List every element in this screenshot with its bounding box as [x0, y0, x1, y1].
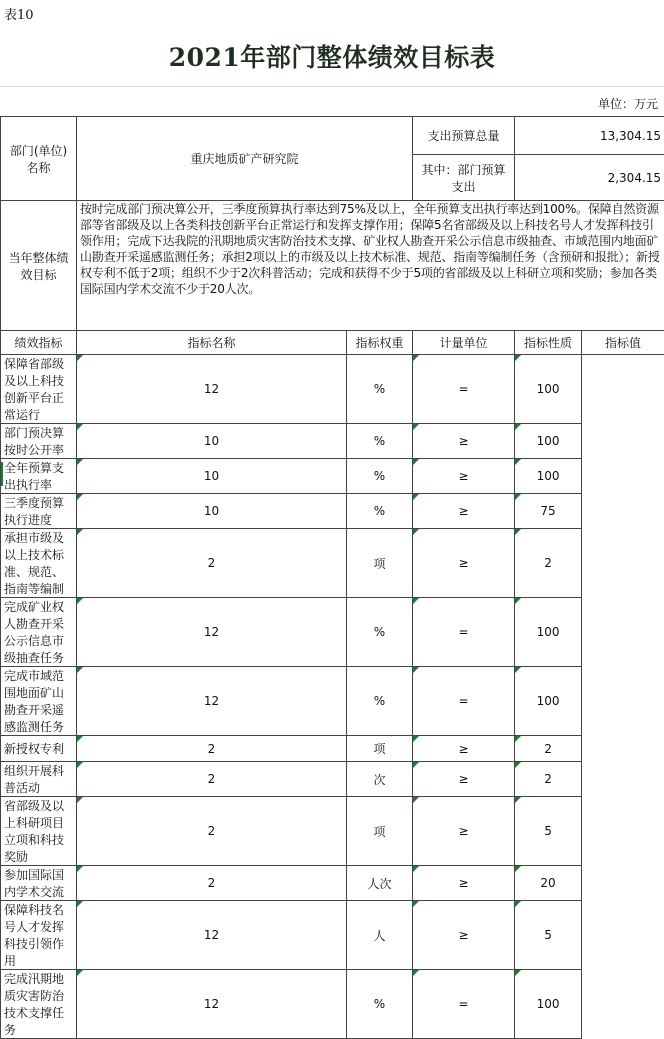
- dept-name-cell: [77, 117, 413, 201]
- budget-dept-label: 其中：部门预算支出: [422, 163, 506, 194]
- indicator-name: 组织开展科普活动: [1, 762, 77, 797]
- indicator-weight: 10: [77, 494, 347, 529]
- indicator-name: 承担市级及以上技术标准、规范、指南等编制: [1, 529, 77, 598]
- table-row: [1, 529, 664, 598]
- indicator-unit: %: [347, 424, 413, 459]
- indicator-name: 完成市域范围地面矿山勘查开采遥感监测任务: [1, 667, 77, 736]
- table-row: [1, 762, 664, 797]
- indicator-nature: ≥: [413, 901, 515, 970]
- dept-label: 部门(单位)名称: [10, 144, 67, 175]
- budget-dept-value-cell: [515, 155, 664, 201]
- indicator-weight: 12: [77, 970, 347, 1039]
- indicator-value: 5: [515, 797, 582, 866]
- header-name: 指标名称: [77, 331, 347, 355]
- indicator-weight: 2: [77, 762, 347, 797]
- indicator-unit: 人: [347, 901, 413, 970]
- indicator-value: 100: [515, 598, 582, 667]
- indicator-name: 新授权专利: [1, 736, 77, 762]
- indicator-value: 100: [515, 459, 582, 494]
- indicator-name: 省部级及以上科研项目立项和科技奖励: [1, 797, 77, 866]
- indicator-nature: ≥: [413, 866, 515, 901]
- goal-label-cell: [1, 201, 77, 331]
- indicator-weight: 2: [77, 797, 347, 866]
- indicator-value: 100: [515, 970, 582, 1039]
- indicator-weight: 12: [77, 901, 347, 970]
- indicator-weight: 12: [77, 355, 347, 424]
- indicator-value: 20: [515, 866, 582, 901]
- budget-total-value-cell: [515, 117, 664, 155]
- indicator-weight: 10: [77, 459, 347, 494]
- table-row: [1, 667, 664, 736]
- indicator-weight: 12: [77, 598, 347, 667]
- indicator-value: 100: [515, 667, 582, 736]
- indicator-weight: 10: [77, 424, 347, 459]
- header-weight: 指标权重: [347, 331, 413, 355]
- dept-label-cell: [1, 117, 77, 201]
- indicator-name: 参加国际国内学术交流: [1, 866, 77, 901]
- header-value: 指标值: [582, 331, 664, 355]
- budget-dept-value: 2,304.15: [608, 171, 661, 185]
- table-row: [1, 970, 664, 1039]
- indicator-weight: 2: [77, 529, 347, 598]
- dept-name: 重庆地质矿产研究院: [191, 152, 299, 166]
- table-row: [1, 797, 664, 866]
- indicator-nature: ≥: [413, 736, 515, 762]
- indicator-nature: ≥: [413, 459, 515, 494]
- indicator-name: 完成汛期地质灾害防治技术支撑任务: [1, 970, 77, 1039]
- table-row: [1, 901, 664, 970]
- indicator-name: 全年预算支出执行率: [1, 459, 77, 494]
- indicator-unit: 项: [347, 797, 413, 866]
- indicator-weight: 2: [77, 866, 347, 901]
- budget-total-value: 13,304.15: [600, 129, 661, 143]
- table-row: [1, 598, 664, 667]
- table-row: [1, 736, 664, 762]
- indicator-unit: %: [347, 355, 413, 424]
- budget-dept-label-cell: [413, 155, 515, 201]
- indicator-value: 100: [515, 355, 582, 424]
- performance-table: [0, 116, 664, 1039]
- indicator-weight: 2: [77, 736, 347, 762]
- header-unit: 计量单位: [413, 331, 515, 355]
- indicator-value: 100: [515, 424, 582, 459]
- indicator-unit: 项: [347, 529, 413, 598]
- indicator-name: 完成矿业权人勘查开采公示信息市级抽查任务: [1, 598, 77, 667]
- title-divider: [0, 86, 664, 87]
- page-title: 2021年部门整体绩效目标表: [0, 38, 664, 74]
- table-number: 表10: [4, 4, 34, 23]
- table-row: [1, 459, 664, 494]
- indicator-rows: [1, 355, 664, 1039]
- indicator-name: 保障省部级及以上科技创新平台正常运行: [1, 355, 77, 424]
- perf-label: 绩效指标: [14, 336, 62, 350]
- indicator-value: 5: [515, 901, 582, 970]
- perf-label-cell: [1, 331, 77, 355]
- indicator-nature: ≥: [413, 494, 515, 529]
- table-row: [1, 424, 664, 459]
- indicator-value: 75: [515, 494, 582, 529]
- indicator-nature: ≥: [413, 797, 515, 866]
- budget-total-label: 支出预算总量: [428, 129, 500, 143]
- indicator-name: 保障科技名号人才发挥科技引领作用: [1, 901, 77, 970]
- indicator-unit: %: [347, 459, 413, 494]
- unit-label: 单位：万元: [598, 95, 658, 112]
- indicator-name: 部门预决算按时公开率: [1, 424, 77, 459]
- indicator-nature: =: [413, 598, 515, 667]
- indicator-unit: %: [347, 667, 413, 736]
- indicator-value: 2: [515, 736, 582, 762]
- goal-text-cell: [77, 201, 664, 331]
- table-row: [1, 494, 664, 529]
- goal-text: 按时完成部门预决算公开，三季度预算执行率达到75%及以上，全年预算支出执行率达到100%。保障自然资源部等省部级及以上各类科技创新平台正常运行和发挥支撑作用；保障5名省部级及以上科技名号人才发挥科技引领作用；完成下达我院的汛期地质灾害防治技术支撑、矿业权人勘查开采公示信息市级抽查、市域范围内地面矿山勘查开采遥感监测任务；承担2项以上的市级及以上技术标准、规范、指南等编制任务（含预研和报批）；新授权专利不低于2项；组织不少于2次科普活动；完成和获得不少于5项的省部级及以上科研立项和奖励；参加各类国际国内学术交流不少于20人次。: [80, 202, 660, 296]
- indicator-weight: 12: [77, 667, 347, 736]
- indicator-nature: ≥: [413, 424, 515, 459]
- indicator-nature: =: [413, 355, 515, 424]
- indicator-unit: %: [347, 494, 413, 529]
- header-nature: 指标性质: [515, 331, 582, 355]
- budget-total-label-cell: [413, 117, 515, 155]
- table-row: [1, 866, 664, 901]
- indicator-unit: 次: [347, 762, 413, 797]
- goal-label: 当年整体绩效目标: [8, 251, 68, 282]
- indicator-unit: %: [347, 970, 413, 1039]
- indicator-unit: 项: [347, 736, 413, 762]
- indicator-nature: ≥: [413, 529, 515, 598]
- indicator-value: 2: [515, 762, 582, 797]
- indicator-nature: ≥: [413, 762, 515, 797]
- indicator-name: 三季度预算执行进度: [1, 494, 77, 529]
- indicator-unit: %: [347, 598, 413, 667]
- indicator-nature: =: [413, 970, 515, 1039]
- indicator-nature: =: [413, 667, 515, 736]
- indicator-value: 2: [515, 529, 582, 598]
- indicator-unit: 人次: [347, 866, 413, 901]
- table-row: [1, 355, 664, 424]
